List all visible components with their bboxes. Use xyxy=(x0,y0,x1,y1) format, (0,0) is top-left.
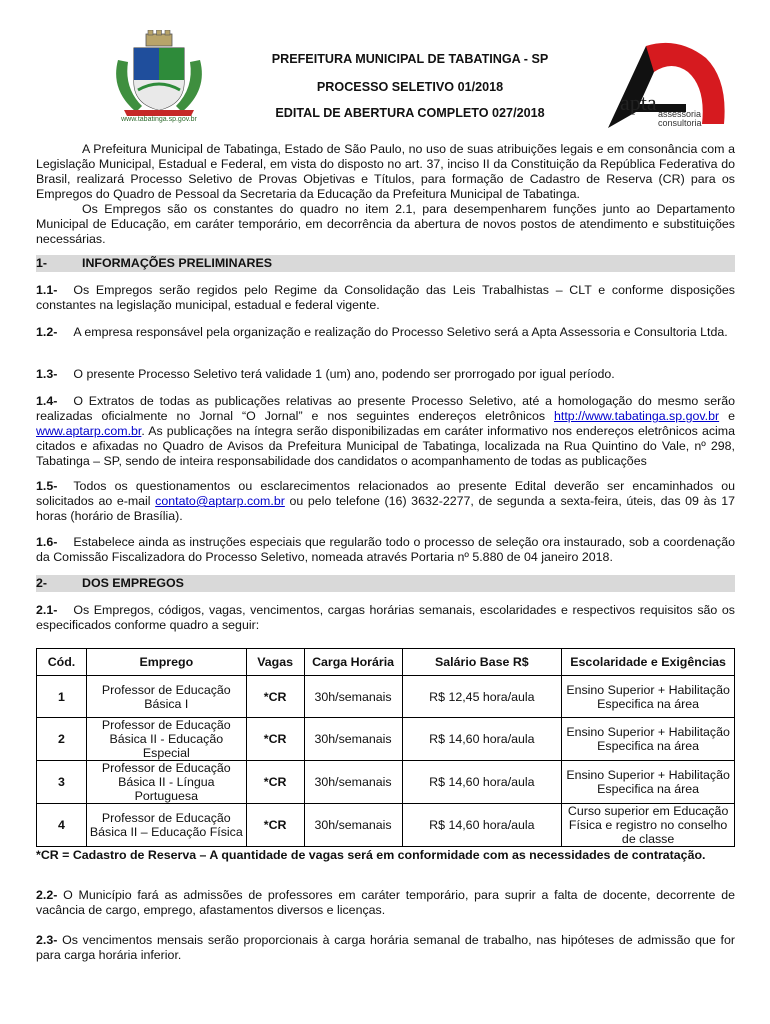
item-1-5-number: 1.5- xyxy=(36,479,58,493)
table-cell-job: Professor de Educação Básica II – Educação Física xyxy=(86,804,246,847)
table-cell-job: Professor de Educação Básica II - Língua Portuguesa xyxy=(86,761,246,804)
table-header-cell: Emprego xyxy=(86,649,246,676)
item-2-2 xyxy=(36,888,735,918)
table-cell-requirements: Ensino Superior + Habilitação Especifica na área xyxy=(562,718,735,761)
intro-paragraph-1: A Prefeitura Municipal de Tabatinga, Estado de São Paulo, no uso de suas atribuições legais e em consonância com a Legislação Municipal, Estadual e Federal, em vista do disposto no art. 37, inciso II da Constituição da República Federativa do Brasil, realizará Processo Seletivo de Provas Objetivas e Títulos, para formação de Cadastro de Reserva (CR) para os Empregos do Quadro de Pessoal da Secretaria da Educação da Prefeitura Municipal de Tabatinga. xyxy=(36,142,735,201)
section-2-title: DOS EMPREGOS xyxy=(82,576,184,590)
item-1-6-number: 1.6- xyxy=(36,535,58,549)
table-cell-code: 2 xyxy=(37,718,87,761)
header-line-process: PROCESSO SELETIVO 01/2018 xyxy=(316,80,504,94)
section-1-title: INFORMAÇÕES PRELIMINARES xyxy=(82,256,272,270)
table-cell-code: 3 xyxy=(37,761,87,804)
item-1-3-number: 1.3- xyxy=(36,367,58,381)
table-cell-salary: R$ 14,60 hora/aula xyxy=(402,761,562,804)
item-1-3-text: O presente Processo Seletivo terá validade 1 (um) ano, podendo ser prorrogado por igual período. xyxy=(73,367,615,381)
apta-logo xyxy=(588,40,734,132)
table-header-cell: Vagas xyxy=(246,649,304,676)
item-1-5-text-a: Todos os questionamentos ou esclarecimentos relacionados ao presente Edital deverão ser encaminhados ou solicitados ao e-mail xyxy=(36,479,735,508)
table-cell-job: Professor de Educação Básica I xyxy=(86,676,246,718)
table-cell-vacancies: *CR xyxy=(246,761,304,804)
item-1-3 xyxy=(36,367,735,382)
table-header-cell: Carga Horária xyxy=(304,649,402,676)
link-tabatinga-site[interactable]: http://www.tabatinga.sp.gov.br xyxy=(554,409,720,423)
item-1-2-text: A empresa responsável pela organização e realização do Processo Seletivo será a Apta Assessoria e Consultoria Ltda. xyxy=(73,325,728,339)
table-cell-requirements: Ensino Superior + Habilitação Especifica na área xyxy=(562,676,735,718)
item-2-1 xyxy=(36,603,735,633)
table-cell-vacancies: *CR xyxy=(246,718,304,761)
item-2-1-text: Os Empregos, códigos, vagas, vencimentos, cargas horárias semanais, escolaridades e respectivos requisitos são os especificados conforme quadro a seguir: xyxy=(36,603,735,632)
crest-icon xyxy=(106,30,212,126)
item-1-2 xyxy=(36,325,735,340)
apta-brand-text: apta xyxy=(620,90,657,115)
item-1-2-number: 1.2- xyxy=(36,325,58,339)
table-cell-requirements: Curso superior em Educação Física e registro no conselho de classe xyxy=(562,804,735,847)
table-header-cell: Salário Base R$ xyxy=(402,649,562,676)
table-cell-salary: R$ 14,60 hora/aula xyxy=(402,718,562,761)
table-cell-hours: 30h/semanais xyxy=(304,804,402,847)
cadastro-reserva-note: *CR = Cadastro de Reserva – A quantidade de vagas será em conformidade com as necessidades de contratação. xyxy=(36,848,706,862)
item-1-1-number: 1.1- xyxy=(36,283,58,297)
apta-sub-consultoria: consultoria xyxy=(658,118,702,128)
item-1-4-text-c: . As publicações na íntegra serão disponibilizadas em caráter informativo nos endereços eletrônicos acima citados e afixadas no Quadro de Avisos da Prefeitura Municipal de Tabatinga, localizada na Rua Quintino do Vale, nº 298, Tabatinga – SP, sendo de inteira responsabilidade dos candidatos o acompanhamento de todas as publicações xyxy=(36,424,735,468)
table-header-cell: Cód. xyxy=(37,649,87,676)
item-1-4 xyxy=(36,394,735,469)
table-header-cell: Escolaridade e Exigências xyxy=(562,649,735,676)
table-cell-salary: R$ 14,60 hora/aula xyxy=(402,804,562,847)
item-1-5 xyxy=(36,479,735,524)
table-cell-code: 4 xyxy=(37,804,87,847)
item-1-1-text: Os Empregos serão regidos pelo Regime da Consolidação das Leis Trabalhistas – CLT e conforme disposições constantes na legislação municipal, estadual e federal vigente. xyxy=(36,283,735,312)
table-row xyxy=(37,761,735,804)
table-cell-vacancies: *CR xyxy=(246,676,304,718)
link-aptarp-site[interactable]: www.aptarp.com.br xyxy=(36,424,142,438)
item-2-3 xyxy=(36,933,735,963)
section-1-heading xyxy=(36,255,735,272)
header-line-municipality: PREFEITURA MUNICIPAL DE TABATINGA - SP xyxy=(271,52,549,66)
table-header-row xyxy=(37,649,735,676)
section-1-number: 1- xyxy=(36,256,48,270)
item-2-3-number: 2.3- xyxy=(36,933,58,947)
link-contact-email[interactable]: contato@aptarp.com.br xyxy=(155,494,285,508)
item-1-6-text: Estabelece ainda as instruções especiais que regularão todo o processo de seleção ora instaurado, sob a coordenação da Comissão Fiscalizadora do Processo Seletivo, nomeada através Portaria nº 5.880 de 04 janeiro 2018. xyxy=(36,535,735,564)
table-cell-hours: 30h/semanais xyxy=(304,761,402,804)
item-2-2-text: O Município fará as admissões de professores em caráter temporário, para suprir a falta de docente, decorrente de vacância de cargo, emprego, afastamentos diversos e licenças. xyxy=(36,888,735,917)
item-2-1-number: 2.1- xyxy=(36,603,58,617)
tabatinga-url-label: www.tabatinga.sp.gov.br xyxy=(121,116,197,123)
item-2-2-number: 2.2- xyxy=(36,888,58,902)
table-cell-requirements: Ensino Superior + Habilitação Especifica na área xyxy=(562,761,735,804)
tabatinga-coat-of-arms-logo xyxy=(106,30,212,126)
jobs-table xyxy=(36,648,735,847)
item-1-1 xyxy=(36,283,735,313)
table-row xyxy=(37,804,735,847)
intro-paragraph-2: Os Empregos são os constantes do quadro no item 2.1, para desempenharem funções junto ao Departamento Municipal de Educação, em caráter temporário, em decorrência da abertura de novos postos de atendimento e substituições necessárias. xyxy=(36,202,735,246)
intro-section xyxy=(36,142,735,247)
table-row xyxy=(37,676,735,718)
item-1-4-text-a: O Extratos de todas as publicações relativas ao presente Processo Seletivo, até a homologação do mesmo serão realizadas oficialmente no Jornal “O Jornal” e nos seguintes endereços eletrônicos xyxy=(36,394,735,423)
table-cell-hours: 30h/semanais xyxy=(304,718,402,761)
item-1-4-number: 1.4- xyxy=(36,394,58,408)
table-cell-salary: R$ 12,45 hora/aula xyxy=(402,676,562,718)
apta-sub-assessoria: assessoria xyxy=(658,109,702,119)
item-1-6 xyxy=(36,535,735,565)
table-cell-hours: 30h/semanais xyxy=(304,676,402,718)
table-cell-job: Professor de Educação Básica II - Educação Especial xyxy=(86,718,246,761)
table-cell-code: 1 xyxy=(37,676,87,718)
item-1-4-text-b: e xyxy=(728,409,735,423)
section-2-heading xyxy=(36,575,735,592)
item-1-5-text-b: ou pelo telefone (16) 3632-2277, de segunda a sexta-feira, úteis, das 09 às 17 horas (horário de Brasília). xyxy=(36,494,735,523)
item-2-3-text: Os vencimentos mensais serão proporcionais à carga horária semanal de trabalho, nas hipóteses de admissão que for para carga horária inferior. xyxy=(36,933,735,962)
table-row xyxy=(37,718,735,761)
header-line-edital: EDITAL DE ABERTURA COMPLETO 027/2018 xyxy=(275,106,545,120)
table-cell-vacancies: *CR xyxy=(246,804,304,847)
section-2-number: 2- xyxy=(36,576,48,590)
